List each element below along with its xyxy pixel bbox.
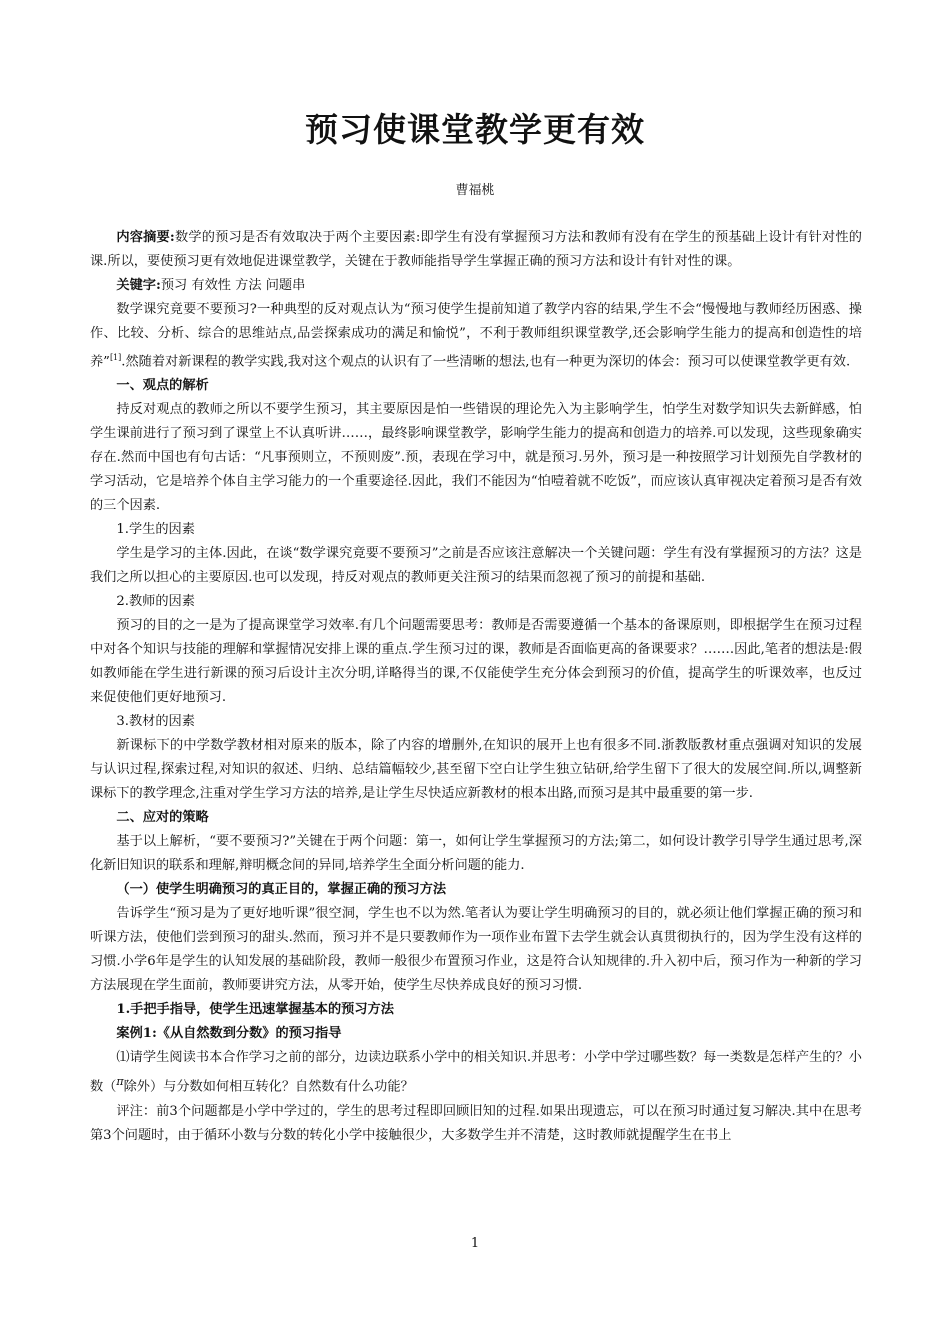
case-text-2: 除外）与分数如何相互转化？自然数有什么功能？ bbox=[123, 1079, 414, 1095]
student-paragraph: 学生是学习的主体.因此，在谈“数学课究竟要不要预习”之前是否应该注意解决一个关键问题：学生有没有掌握预习的方法？这是我们之所以担心的主要原因.也可以发现，持反对观点的教师更关注预习的结果而忽视了预习的前提和基础. bbox=[90, 546, 862, 586]
textbook-paragraph: 新课标下的中学数学教材相对原来的版本，除了内容的增删外,在知识的展开上也有很多不同.浙教版教材重点强调对知识的发展与认识过程,探索过程,对知识的叙述、归纳、总结篇幅较少,甚至留下空白让学生独立钻研,给学生留下了很大的发展空间.所以,调整新课标下的教学理念,注重对学生学习方法的培养,是让学生尽快适应新教材的根本出路,而预习是其中最重要的第一步. bbox=[90, 738, 862, 802]
document-body bbox=[90, 226, 862, 1148]
abstract bbox=[90, 226, 862, 274]
keywords bbox=[90, 274, 862, 298]
subsection-teacher: 2.教师的因素 bbox=[116, 594, 195, 610]
section-heading-2: 二、应对的策略 bbox=[116, 810, 209, 826]
pi-symbol: π bbox=[116, 1075, 124, 1089]
intro-paragraph bbox=[90, 298, 862, 374]
comment-paragraph: 评注：前3个问题都是小学中学过的，学生的思考过程即回顾旧知的过程.如果出现遗忘，可以在预习时通过复习解决.其中在思考第3个问题时，由于循环小数与分数的转化小学中接触很少，大多数学生并不清楚，这时教师就提醒学生在书上 bbox=[90, 1103, 862, 1143]
case-text-1: ⑴请学生阅读书本合作学习之前的部分，边读边联系小学中的相关知识.并思考：小学中学过哪些数？每一类数是怎样产生的？小数（ bbox=[90, 1050, 862, 1095]
intro-text-1: 数学课究竟要不要预习?一种典型的反对观点认为“预习使学生提前知道了教学内容的结果,学生不会“慢慢地与教师经历困惑、操作、比较、分析、综合的思维站点,品尝探索成功的满足和愉悦”，不利于教师组织课堂教学,还会影响学生能力的提高和创造性的培养” bbox=[90, 302, 862, 370]
keywords-text: 预习 有效性 方法 问题串 bbox=[160, 278, 306, 293]
analysis-paragraph: 持反对观点的教师之所以不要学生预习，其主要原因是怕一些错误的理论先入为主影响学生，怕学生对数学知识失去新鲜感，怕学生课前进行了预习到了课堂上不认真听讲……，最终影响课堂教学，影响学生能力的提高和创造力的培养.可以发现，这些现象确实存在.然而中国也有句古话：“凡事预则立，不预则废”.预，表现在学习中，就是预习.另外，预习是一种按照学习计划预先自学教材的学习活动，它是培养个体自主学习能力的一个重要途径.因此，我们不能因为“怕噎着就不吃饭”，而应该认真审视决定着预习是否有效的三个因素. bbox=[90, 402, 862, 514]
page-number: 1 bbox=[470, 1236, 480, 1251]
intro-text-2: .然随着对新课程的教学实践,我对这个观点的认识有了一些清晰的想法,也有一种更为深切的体会：预习可以使课堂教学更有效. bbox=[121, 354, 851, 370]
subsection-textbook: 3.教材的因素 bbox=[116, 714, 195, 730]
abstract-label: 内容摘要: bbox=[116, 230, 175, 245]
keywords-label: 关键字: bbox=[116, 278, 161, 293]
abstract-text: 数学的预习是否有效取决于两个主要因素:即学生有没有掌握预习方法和教师有没有在学生的预基础上设计有针对性的课.所以，要使预习更有效地促进课堂教学，关键在于教师能指导学生掌握正确的预习方法和设计有针对性的课。 bbox=[90, 230, 862, 269]
subheading-method: 1.手把手指导，使学生迅速掌握基本的预习方法 bbox=[116, 1002, 394, 1018]
subheading-goal: （一）使学生明确预习的真正目的，掌握正确的预习方法 bbox=[116, 882, 447, 898]
teacher-paragraph: 预习的目的之一是为了提高课堂学习效率.有几个问题需要思考：教师是否需要遵循一个基本的备课原则，即根据学生在预习过程中对各个知识与技能的理解和掌握情况安排上课的重点.学生预习过的课，教师是否面临更高的备课要求？…….因此,笔者的想法是:假如教师能在学生进行新课的预习后设计主次分明,详略得当的课,不仅能使学生充分体会到预习的价值，提高学生的听课效率，也反过来促使他们更好地预习. bbox=[90, 618, 862, 706]
case-heading: 案例1:《从自然数到分数》的预习指导 bbox=[116, 1026, 342, 1042]
author-name: 曹福桃 bbox=[455, 183, 495, 198]
goal-paragraph: 告诉学生“预习是为了更好地听课”很空洞，学生也不以为然.笔者认为要让学生明确预习的目的，就必须让他们掌握正确的预习和听课方法，使他们尝到预习的甜头.然而，预习并不是只要教师作为一项作业布置下去学生就会认真贯彻执行的，因为学生没有这样的习惯.小学6年是学生的认知发展的基础阶段，教师一般很少布置预习作业，这是符合认知规律的.升入初中后，预习作为一种新的学习方法展现在学生面前，教师要讲究方法，从零开始，使学生尽快养成良好的预习习惯. bbox=[90, 906, 862, 994]
subsection-student: 1.学生的因素 bbox=[116, 522, 195, 538]
section-heading-1: 一、观点的解析 bbox=[116, 378, 209, 394]
citation-ref: [1] bbox=[109, 353, 122, 362]
strategy-paragraph: 基于以上解析，“要不要预习?”关键在于两个问题：第一，如何让学生掌握预习的方法;第二，如何设计教学引导学生通过思考,深化新旧知识的联系和理解,辩明概念间的异同,培养学生全面分析问题的能力. bbox=[90, 834, 862, 874]
case-paragraph bbox=[90, 1046, 862, 1099]
document-title: 预习使课堂教学更有效 bbox=[305, 110, 645, 149]
